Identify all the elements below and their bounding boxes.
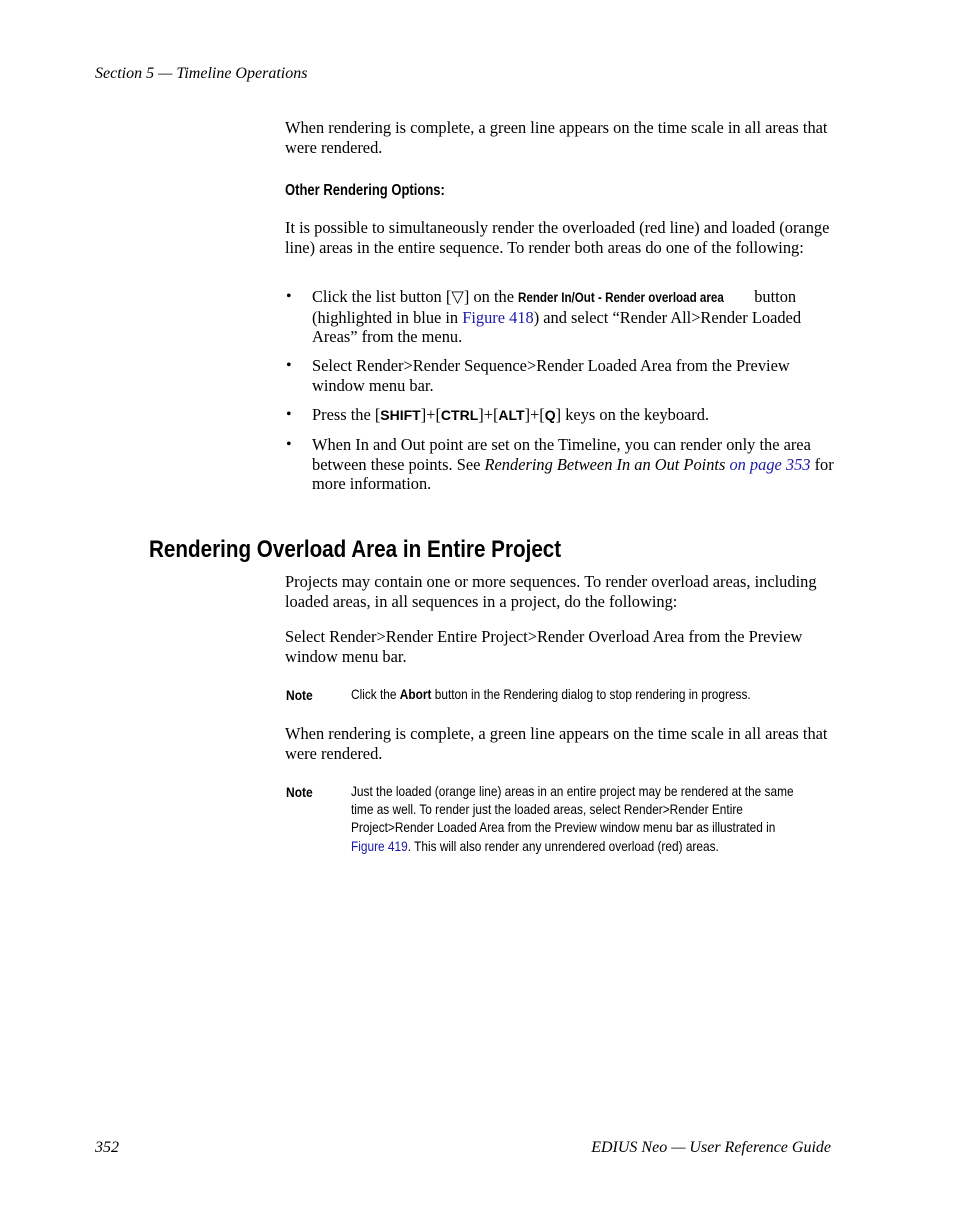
figure-418-link[interactable]: Figure 418 xyxy=(462,307,534,327)
bullet3-text-end: ] keys on the keyboard. xyxy=(555,405,710,424)
bullet4-text-start: When In and Out point are set on the Timeline, you can render only the area between these points. See xyxy=(312,435,811,474)
note-abort xyxy=(351,686,807,704)
intro-paragraph: When rendering is complete, a green line appears on the time scale in all areas that were rendered. xyxy=(285,118,828,157)
bullet1-text-end: ) and select “Render All>Render Loaded Areas” from the menu. xyxy=(312,307,802,347)
bullet3-text-start: Press the [ xyxy=(312,405,381,424)
bullet1-text-mid: button (highlighted in blue in xyxy=(312,287,797,327)
bullet-item-render-sequence: Select Render>Render Sequence>Render Loaded Area from the Preview window menu bar. xyxy=(312,356,790,395)
bullet-item-in-out-points xyxy=(312,435,834,494)
bullet-item-shortcut xyxy=(312,405,834,426)
key-separator: ]+[ xyxy=(524,405,545,424)
other-options-paragraph: It is possible to simultaneously render the overloaded (red line) and loaded (orange line) areas in the entire sequence. To render both areas do one of the following: xyxy=(285,218,830,257)
note1-text-end: button in the Rendering dialog to stop rendering in progress. xyxy=(431,687,751,702)
bullet-item-list-button xyxy=(312,287,834,347)
running-header: Section 5 — Timeline Operations xyxy=(95,65,308,82)
footer-title: EDIUS Neo — User Reference Guide xyxy=(591,1139,831,1156)
render-overload-button-name: Render In/Out - Render overload area xyxy=(518,290,724,305)
bullet-marker: • xyxy=(286,436,292,453)
other-rendering-options-heading: Other Rendering Options: xyxy=(285,182,445,199)
rendering-between-points-reference: Rendering Between In an Out Points xyxy=(484,454,726,474)
bullet1-text-start: Click the list button [▽] on the xyxy=(312,287,519,306)
ctrl-key: CTRL xyxy=(440,407,479,423)
bullet-marker: • xyxy=(286,357,292,374)
note2-text-end: . This will also render any unrendered overload (red) areas. xyxy=(407,838,719,854)
bullet-marker: • xyxy=(286,288,292,305)
page-number: 352 xyxy=(95,1139,119,1156)
section-paragraph-1: Projects may contain one or more sequences. To render overload areas, including loaded areas, in all sequences in a project, do the following: xyxy=(285,572,817,611)
section-paragraph-3: When rendering is complete, a green line appears on the time scale in all areas that were rendered. xyxy=(285,724,828,763)
section-paragraph-2: Select Render>Render Entire Project>Render Overload Area from the Preview window menu bar. xyxy=(285,627,803,666)
note2-text-start: Just the loaded (orange line) areas in an entire project may be rendered at the same time as well. To render just the loaded areas, select Render>Render Entire Project>Render Loaded Area from the Preview window menu bar as illustrated in xyxy=(351,784,794,836)
key-separator: ]+[ xyxy=(420,405,441,424)
key-separator: ]+[ xyxy=(478,405,499,424)
figure-419-link[interactable]: Figure 419 xyxy=(351,838,408,854)
bullet-marker: • xyxy=(286,406,292,423)
note-label: Note xyxy=(286,784,313,800)
note-loaded-areas xyxy=(351,783,807,856)
page-353-link[interactable]: on page 353 xyxy=(729,454,811,474)
note1-text-start: Click the xyxy=(351,687,400,702)
bullet4-text-end: for more information. xyxy=(312,454,834,494)
note-label: Note xyxy=(286,687,313,703)
shift-key: SHIFT xyxy=(380,407,421,423)
alt-key: ALT xyxy=(498,407,525,423)
section-title: Rendering Overload Area in Entire Project xyxy=(149,536,562,563)
abort-button-name: Abort xyxy=(399,687,432,702)
q-key: Q xyxy=(544,407,556,423)
